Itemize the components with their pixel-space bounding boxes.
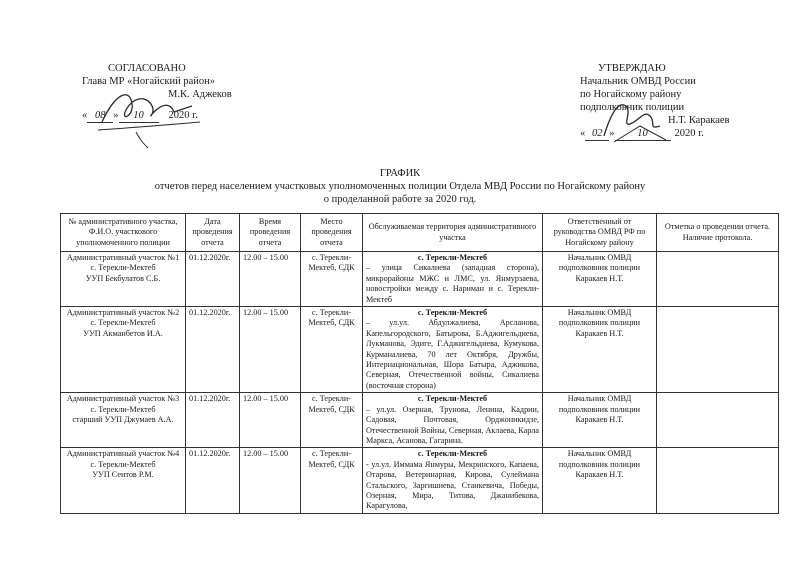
mark-cell bbox=[657, 393, 779, 448]
header-responsible: Ответственный от руководства ОМВД РФ по Ногайскому району bbox=[543, 214, 657, 252]
mark-cell bbox=[657, 448, 779, 513]
place-cell: с. Терекли-Мектеб, СДК bbox=[301, 448, 363, 513]
time-cell: 12.00 – 15.00 bbox=[240, 252, 301, 307]
territory-cell: с. Терекли-Мектеб - ул.ул. Иммама Янмуры, Мекринского, Капаева, Отарова, Ветеринарная, Кирова, Сулеймана Стальского, Заргишиева, Станкевича, Победы, Озерная, Мира, Титова, Джанибекова, Карагулова, bbox=[363, 448, 543, 513]
agreed-date: « 08 » 10 2020 г. bbox=[82, 110, 198, 121]
time-cell: 12.00 – 15.00 bbox=[240, 448, 301, 513]
table-row bbox=[61, 448, 779, 513]
place-cell: с. Терекли-Мектеб, СДК bbox=[301, 393, 363, 448]
approve-name: Н.Т. Каракаев bbox=[668, 115, 730, 126]
doc-subtitle-1: отчетов перед населением участковых уполномоченных полиции Отдела МВД России по Ногайскому району bbox=[154, 181, 646, 192]
date-cell: 01.12.2020г. bbox=[186, 448, 240, 513]
approve-date-month: 10 bbox=[615, 127, 671, 141]
schedule-table bbox=[60, 213, 779, 514]
mark-cell bbox=[657, 252, 779, 307]
district-cell: Административный участок №2 с. Терекли-Мектеб УУП Акманбетов И.А. bbox=[61, 307, 186, 393]
agreed-position: Глава МР «Ногайский район» bbox=[82, 76, 216, 87]
responsible-cell: Начальник ОМВД подполковник полиции Каракаев Н.Т. bbox=[543, 393, 657, 448]
district-cell: Административный участок №4 с. Терекли-Мектеб УУП Сеитов Р.М. bbox=[61, 448, 186, 513]
chief-signature bbox=[600, 96, 680, 146]
header-territory: Обслуживаемая территория административного участка bbox=[363, 214, 543, 252]
table-row bbox=[61, 307, 779, 393]
responsible-cell: Начальник ОМВД подполковник полиции Каракаев Н.Т. bbox=[543, 252, 657, 307]
date-cell: 01.12.2020г. bbox=[186, 307, 240, 393]
table-row bbox=[61, 252, 779, 307]
place-cell: с. Терекли-Мектеб, СДК bbox=[301, 252, 363, 307]
time-cell: 12.00 – 15.00 bbox=[240, 307, 301, 393]
mark-cell bbox=[657, 307, 779, 393]
agreed-name: М.К. Аджеков bbox=[168, 89, 232, 100]
header-date: Дата проведения отчета bbox=[186, 214, 240, 252]
agreed-label: СОГЛАСОВАНО bbox=[108, 63, 186, 74]
header-district: № административного участка, Ф.И.О. участкового уполномоченного полиции bbox=[61, 214, 186, 252]
date-cell: 01.12.2020г. bbox=[186, 252, 240, 307]
date-cell: 01.12.2020г. bbox=[186, 393, 240, 448]
responsible-cell: Начальник ОМВД подполковник полиции Каракаев Н.Т. bbox=[543, 448, 657, 513]
territory-cell: с. Терекли-Мектеб – ул.ул. Абдулжалиева, Арсланова, Капельгородского, Батырова, Б.Аджигельдиева, Лукманова, Эдиге, Г.Аджигельдиева, Кумукова, Курманалиева, 70 лет Октября, Дружбы, Интернациональная, Шора Батыра, Аджикова, Северная, Отечественной войны, Сикалиева (восточная сторона) bbox=[363, 307, 543, 393]
approve-label: УТВЕРЖДАЮ bbox=[598, 63, 666, 74]
agreed-date-day: 08 bbox=[87, 109, 113, 123]
header-time: Время проведения отчета bbox=[240, 214, 301, 252]
territory-cell: с. Терекли-Мектеб – улица Сикалиева (западная сторона), микрорайоны МЖС и ЛМС, ул. Янмурзаева, новостройки между с. Нариман и с. Терекли-Мектеб bbox=[363, 252, 543, 307]
place-cell: с. Терекли-Мектеб, СДК bbox=[301, 307, 363, 393]
district-cell: Административный участок №1 с. Терекли-Мектеб УУП Бекбулатов С.Б. bbox=[61, 252, 186, 307]
time-cell: 12.00 – 15.00 bbox=[240, 393, 301, 448]
approve-position-2: по Ногайскому району bbox=[580, 89, 682, 100]
table-row bbox=[61, 393, 779, 448]
approve-date-day: 02 bbox=[585, 127, 609, 141]
header-mark: Отметка о проведении отчета. Наличие протокола. bbox=[657, 214, 779, 252]
territory-cell: с. Терекли-Мектеб – ул.ул. Озерная, Трунова, Ленина, Кадрии, Садовая, Почтовая, Орджоникидзе, Отечественной Войны, Северная, Аклаева, Карла Маркса, Асанова, Гагарина. bbox=[363, 393, 543, 448]
table-header-row bbox=[61, 214, 779, 252]
approve-position-3: подполковник полиции bbox=[580, 102, 685, 113]
district-cell: Административный участок №3 с. Терекли-Мектеб старший УУП Джумаев А.А. bbox=[61, 393, 186, 448]
agreed-date-year: 2020 г. bbox=[168, 110, 198, 121]
doc-title: ГРАФИК bbox=[379, 168, 421, 179]
approve-date: « 02 » 10 2020 г. bbox=[580, 128, 704, 139]
responsible-cell: Начальник ОМВД подполковник полиции Каракаев Н.Т. bbox=[543, 307, 657, 393]
head-signature bbox=[96, 82, 206, 152]
doc-subtitle-2: о проделанной работе за 2020 год. bbox=[323, 194, 477, 205]
approve-date-year: 2020 г. bbox=[674, 128, 704, 139]
header-place: Место проведения отчета bbox=[301, 214, 363, 252]
agreed-date-month: 10 bbox=[119, 109, 159, 123]
approve-position-1: Начальник ОМВД России bbox=[580, 76, 696, 87]
